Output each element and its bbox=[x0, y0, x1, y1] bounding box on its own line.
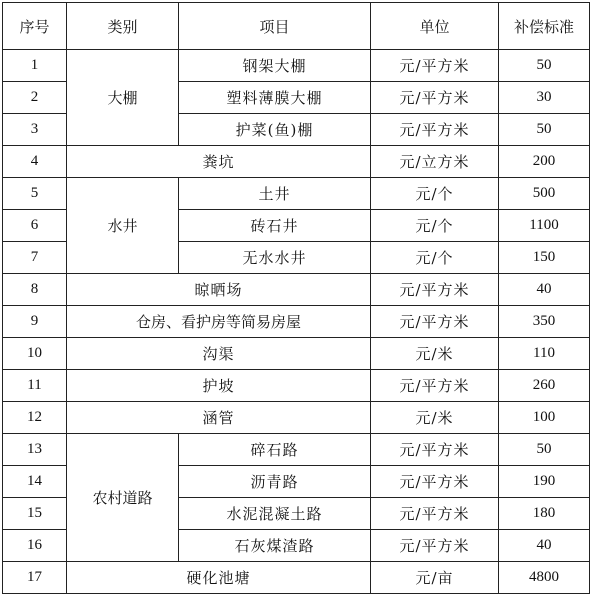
row-unit: 元/个 bbox=[371, 210, 499, 242]
row-standard: 200 bbox=[499, 146, 590, 178]
row-unit: 元/米 bbox=[371, 402, 499, 434]
row-item: 护坡 bbox=[67, 370, 371, 402]
row-standard: 4800 bbox=[499, 562, 590, 594]
row-item: 钢架大棚 bbox=[179, 50, 371, 82]
table-row bbox=[3, 562, 590, 594]
row-item: 硬化池塘 bbox=[67, 562, 371, 594]
row-item: 砖石井 bbox=[179, 210, 371, 242]
table-row bbox=[3, 274, 590, 306]
row-no: 5 bbox=[3, 178, 67, 210]
row-no: 3 bbox=[3, 114, 67, 146]
row-no: 9 bbox=[3, 306, 67, 338]
row-item: 碎石路 bbox=[179, 434, 371, 466]
row-no: 1 bbox=[3, 50, 67, 82]
header-item: 项目 bbox=[179, 3, 371, 50]
table-row bbox=[3, 370, 590, 402]
table-row bbox=[3, 402, 590, 434]
row-unit: 元/立方米 bbox=[371, 146, 499, 178]
row-unit: 元/平方米 bbox=[371, 498, 499, 530]
row-standard: 50 bbox=[499, 434, 590, 466]
row-no: 2 bbox=[3, 82, 67, 114]
row-unit: 元/平方米 bbox=[371, 274, 499, 306]
row-category: 大棚 bbox=[67, 50, 179, 146]
header-category: 类别 bbox=[67, 3, 179, 50]
row-standard: 110 bbox=[499, 338, 590, 370]
table-row bbox=[3, 306, 590, 338]
row-item: 土井 bbox=[179, 178, 371, 210]
table-row bbox=[3, 50, 590, 82]
row-item: 护菜(鱼)棚 bbox=[179, 114, 371, 146]
row-standard: 40 bbox=[499, 530, 590, 562]
table-row bbox=[3, 178, 590, 210]
row-item: 石灰煤渣路 bbox=[179, 530, 371, 562]
row-standard: 100 bbox=[499, 402, 590, 434]
row-no: 17 bbox=[3, 562, 67, 594]
row-no: 16 bbox=[3, 530, 67, 562]
header-no: 序号 bbox=[3, 3, 67, 50]
header-row bbox=[3, 3, 590, 50]
row-item: 无水水井 bbox=[179, 242, 371, 274]
row-standard: 30 bbox=[499, 82, 590, 114]
table-row bbox=[3, 338, 590, 370]
row-unit: 元/亩 bbox=[371, 562, 499, 594]
row-standard: 190 bbox=[499, 466, 590, 498]
row-item: 水泥混凝土路 bbox=[179, 498, 371, 530]
row-standard: 50 bbox=[499, 50, 590, 82]
row-standard: 150 bbox=[499, 242, 590, 274]
row-no: 8 bbox=[3, 274, 67, 306]
row-no: 13 bbox=[3, 434, 67, 466]
row-standard: 180 bbox=[499, 498, 590, 530]
row-unit: 元/平方米 bbox=[371, 50, 499, 82]
row-no: 11 bbox=[3, 370, 67, 402]
row-item: 沟渠 bbox=[67, 338, 371, 370]
row-unit: 元/平方米 bbox=[371, 466, 499, 498]
row-item: 仓房、看护房等简易房屋 bbox=[67, 306, 371, 338]
row-category: 农村道路 bbox=[67, 434, 179, 562]
row-item: 粪坑 bbox=[67, 146, 371, 178]
row-no: 12 bbox=[3, 402, 67, 434]
row-no: 7 bbox=[3, 242, 67, 274]
row-unit: 元/平方米 bbox=[371, 306, 499, 338]
row-standard: 500 bbox=[499, 178, 590, 210]
row-standard: 40 bbox=[499, 274, 590, 306]
row-unit: 元/平方米 bbox=[371, 530, 499, 562]
row-unit: 元/平方米 bbox=[371, 114, 499, 146]
row-no: 6 bbox=[3, 210, 67, 242]
row-unit: 元/个 bbox=[371, 242, 499, 274]
row-category: 水井 bbox=[67, 178, 179, 274]
row-standard: 50 bbox=[499, 114, 590, 146]
row-no: 15 bbox=[3, 498, 67, 530]
row-item: 晾晒场 bbox=[67, 274, 371, 306]
row-unit: 元/平方米 bbox=[371, 434, 499, 466]
row-item: 塑料薄膜大棚 bbox=[179, 82, 371, 114]
header-standard: 补偿标准 bbox=[499, 3, 590, 50]
row-standard: 260 bbox=[499, 370, 590, 402]
row-unit: 元/个 bbox=[371, 178, 499, 210]
row-no: 14 bbox=[3, 466, 67, 498]
row-unit: 元/平方米 bbox=[371, 370, 499, 402]
row-no: 10 bbox=[3, 338, 67, 370]
row-no: 4 bbox=[3, 146, 67, 178]
row-item: 涵管 bbox=[67, 402, 371, 434]
table-row bbox=[3, 146, 590, 178]
compensation-table bbox=[2, 2, 590, 594]
row-unit: 元/米 bbox=[371, 338, 499, 370]
table-row bbox=[3, 434, 590, 466]
row-standard: 350 bbox=[499, 306, 590, 338]
row-unit: 元/平方米 bbox=[371, 82, 499, 114]
row-standard: 1100 bbox=[499, 210, 590, 242]
row-item: 沥青路 bbox=[179, 466, 371, 498]
header-unit: 单位 bbox=[371, 3, 499, 50]
